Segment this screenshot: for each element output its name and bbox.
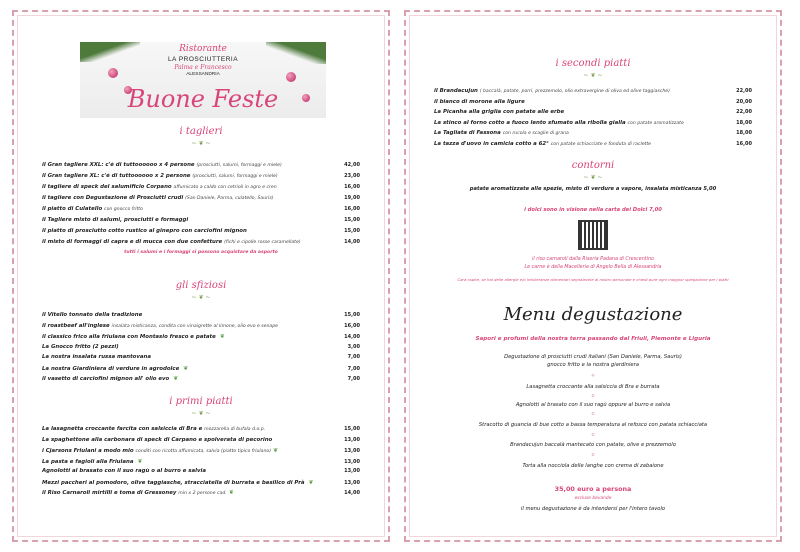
divider-ornament-icon: ~ ❦ ~ — [583, 72, 603, 79]
vegetarian-leaf-icon: ❦ — [308, 478, 314, 486]
course-1: Degustazione di prosciutti crudi italiani (San Daniele, Parma, Sauris) — [504, 354, 682, 360]
header-banner — [80, 42, 326, 118]
menu-item — [434, 109, 752, 116]
menu-item — [434, 120, 752, 127]
menu-item-name — [42, 195, 336, 202]
menu-item-name — [42, 354, 336, 361]
menu-item-name — [42, 375, 336, 383]
menu-item-name — [42, 426, 336, 433]
menu-item-name — [42, 365, 336, 373]
dish-name: Mezzi paccheri al pomodoro, olive taggiasche, stracciatella di burrata e basilico di Prà — [42, 479, 305, 486]
dish-name: La Picanha alla griglia con patate alle erbe — [434, 109, 565, 115]
page-title: Buone Feste — [127, 85, 279, 113]
dish-name: La pasta e fagioli alla Friulana — [42, 458, 134, 465]
dish-price: 22,00 — [736, 109, 752, 115]
dish-name: il classico frico alla friulana con Montasio fresco e patate — [42, 334, 216, 340]
course-separator-icon: ⟡ — [591, 373, 595, 379]
dish-name: i Cjarsons Friulani a modo mio — [42, 448, 134, 454]
dish-description: conditi con ricotta affumicata, salvia (piatto tipico friulano) — [135, 449, 272, 454]
menu-item — [42, 479, 360, 487]
menu-item — [42, 426, 360, 433]
menu-item — [42, 489, 360, 497]
section-title-taglieri: i taglieri — [179, 126, 223, 137]
vegetarian-leaf-icon: ❦ — [219, 333, 225, 340]
menu-item-name — [42, 437, 336, 444]
allergen-note: Cara ospite, se hai delle allergie e/o intolleranze alimentari segnalacele al nostro personale e chiedi pure ogni maggior spiegazione per i piatti — [457, 277, 729, 282]
dish-price: 7,00 — [347, 365, 360, 372]
course-3: Agnolotti al brasato con il suo ragù oppure al burro e salvia — [515, 402, 671, 408]
menu-item — [42, 333, 360, 341]
menu-item-name — [42, 458, 336, 466]
menu-item-name — [434, 141, 728, 148]
course-separator-icon: o — [591, 411, 595, 417]
dish-price: 13,00 — [344, 468, 360, 474]
dish-price: 16,00 — [344, 322, 360, 329]
menu-item-name — [42, 173, 336, 180]
dish-price: 13,00 — [344, 458, 360, 465]
dish-description: con patate aromatizzate — [627, 120, 684, 126]
dish-price: 15,00 — [344, 217, 360, 223]
restaurant-script-name: Ristorante — [179, 44, 227, 54]
menu-item — [434, 99, 752, 106]
dish-price: 22,00 — [736, 88, 752, 94]
dish-price: 15,00 — [344, 426, 360, 432]
dish-price: 13,00 — [344, 436, 360, 443]
menu-item-name — [434, 120, 728, 127]
menu-item — [42, 323, 360, 330]
dish-price: 16,00 — [736, 140, 752, 147]
menu-item-name — [42, 468, 336, 475]
menu-item — [42, 447, 360, 455]
menu-item — [42, 458, 360, 466]
dish-description: (prosciutti, salumi, formaggi e miele) — [196, 163, 282, 168]
dish-description: ( baccalà, patate, porri, prezzemolo, olio extravergine di oliva ed olive taggiasche) — [479, 89, 670, 94]
dish-name: il bianco di morone alla ligure — [434, 98, 525, 105]
menu-item — [434, 141, 752, 148]
dish-description: (prosciutti, salumi, formaggi e miele) — [192, 174, 278, 179]
menu-item — [42, 365, 360, 373]
restaurant-name: LA PROSCIUTTERIA — [167, 56, 239, 63]
menu-item-name — [42, 217, 336, 224]
course-separator-icon: o — [591, 432, 595, 438]
divider-ornament-icon: ~ ❦ ~ — [191, 140, 211, 147]
menu-item — [42, 468, 360, 475]
dish-description: con rucola e scaglie di grana — [502, 131, 569, 136]
dish-description: affumicato a caldo con cetrioli in agro e cren — [173, 185, 277, 190]
menu-item — [42, 206, 360, 213]
section-title-contorni: contorni — [571, 160, 615, 171]
supplier-carne: Le carne è della Macelleria di Angelo Bella di Alessandria — [524, 265, 662, 270]
dish-price: 18,00 — [736, 130, 752, 136]
dish-description: (fichi e cipolle rosse caramellate) — [224, 240, 301, 245]
menu-item — [434, 88, 752, 95]
dish-name: La Tagliata di Fassona — [434, 130, 501, 136]
dish-name: il misto di formaggi di capra e di mucca con due confetture — [42, 239, 223, 245]
menu-page-left — [12, 10, 390, 542]
menu-item-name — [42, 312, 336, 319]
dish-price: 14,00 — [344, 334, 360, 340]
dish-price: 19,00 — [344, 195, 360, 201]
menu-item-name — [434, 109, 728, 116]
vegetarian-leaf-icon: ❦ — [228, 489, 234, 496]
dish-name: il Vitello tonnato della tradizione — [42, 312, 143, 318]
divider-ornament-icon: ~ ❦ ~ — [583, 174, 603, 181]
dish-name: La stinco al forno cotto a fuoco lento sfumato alla ribolla gialla — [434, 119, 626, 126]
taglieri-note: tutti i salumi e i formaggi si possono acquistare da asporto — [124, 250, 278, 255]
menu-item-name — [434, 99, 728, 106]
menu-item — [42, 162, 360, 169]
dish-price: 3,00 — [347, 343, 360, 350]
dish-price: 15,00 — [344, 228, 360, 234]
dish-description: (San Daniele, Parma, culatello, Sauris) — [185, 196, 274, 201]
menu-item-name — [42, 489, 336, 497]
degustazione-subtitle: Sapori e profumi della nostra terra passando dal Friuli, Piemonte e Liguria — [475, 336, 711, 342]
menu-item — [42, 437, 360, 444]
vegetarian-leaf-icon: ❦ — [183, 364, 189, 372]
section-title-primi: i primi piatti — [169, 396, 233, 407]
menu-item-name — [434, 130, 728, 137]
dish-name: La spaghettone alla carbonara di speck di Carpano e spolverata di pecorino — [42, 436, 273, 443]
menu-item — [42, 312, 360, 319]
degustazione-footer: il menu degustazione è da intendersi per l'intero tavolo — [520, 506, 666, 512]
section-title-sfiziosi: gli sfiziosi — [175, 280, 227, 291]
menu-item-name — [42, 323, 336, 330]
supplier-riso: il riso carnaroli dalla Riseria Padana di Crescentino — [532, 257, 654, 262]
vegetarian-leaf-icon: ❦ — [173, 375, 179, 382]
dish-name: il tagliere di speck del salumificio Corpano — [42, 184, 172, 190]
dish-price: 15,00 — [344, 312, 360, 318]
dish-name: La tazza d'uovo in camicia cotto a 62° — [434, 140, 549, 147]
menu-item-name — [42, 447, 336, 455]
restaurant-city: ALESSANDRIA — [186, 72, 220, 77]
menu-item — [42, 228, 360, 235]
degustazione-title: Menu degustazione — [503, 304, 683, 325]
dish-price: 13,00 — [344, 448, 360, 454]
dish-description: min x 2 persone cad. — [178, 491, 227, 496]
menu-item-name — [42, 206, 336, 213]
dish-name: La Gnocco fritto (2 pezzi) — [42, 343, 119, 350]
restaurant-owners: Palma e Francesco — [174, 64, 232, 71]
dish-description: con gnocco fritto — [104, 207, 143, 212]
dish-name: il Tagliere misto di salumi, prosciutti e formaggi — [42, 217, 189, 223]
course-1b: gnocco fritto e la nostra giardiniera — [547, 362, 639, 368]
dish-price: 42,00 — [344, 162, 360, 168]
course-6: Torta alla nocciola delle langhe con crema di zabaione — [522, 463, 664, 469]
menu-item-name — [42, 344, 336, 351]
dish-price: 20,00 — [736, 98, 752, 105]
menu-item — [434, 130, 752, 137]
dish-name: il Gran tagliere XL: c'è di tuttoooooo x 2 persone — [42, 173, 191, 179]
dish-name: il piatto di prosciutto cotto rustico al ginepro con carciofini mignon — [42, 228, 247, 234]
degustazione-price: 35,00 euro a persona — [554, 485, 632, 493]
degustazione-price-note: escluse bevande — [574, 496, 612, 501]
dish-price: 16,00 — [344, 184, 360, 190]
dish-name: il piatto di Culatello — [42, 206, 103, 212]
menu-item — [42, 354, 360, 361]
menu-page-right — [404, 10, 782, 542]
dish-price: 14,00 — [344, 239, 360, 245]
vegetarian-leaf-icon: ❦ — [273, 447, 279, 454]
dish-name: il Gran tagliere XXL: c'è di tuttoooooo x 4 persone — [42, 162, 195, 168]
menu-item — [42, 173, 360, 180]
menu-item — [42, 195, 360, 202]
dish-price: 14,00 — [344, 490, 360, 496]
course-4: Stracotto di guancia di bue cotto a bassa temperatura al refosco con patata schiacciata — [478, 422, 708, 428]
dish-price: 23,00 — [344, 173, 360, 179]
menu-item — [42, 217, 360, 224]
dish-price: 18,00 — [736, 119, 752, 126]
course-5: Brandacujun baccalà mantecato con patate, olive e prezzemolo — [510, 442, 676, 448]
qr-code-icon — [578, 220, 608, 250]
dish-price: 16,00 — [344, 206, 360, 212]
dish-name: il tagliere con Degustazione di Prosciutti crudi — [42, 195, 184, 201]
section-title-secondi: i secondi piatti — [555, 58, 631, 69]
menu-item-name — [434, 88, 728, 95]
dish-name: il Riso Carnaroli mirtilli e toma di Gressoney — [42, 490, 177, 496]
dish-price: 7,00 — [347, 376, 360, 382]
dish-name: il vasetto di carciofini mignon all' olio evo — [42, 376, 170, 382]
divider-ornament-icon: ~ ❦ ~ — [191, 294, 211, 301]
dish-name: il Brandacujun — [434, 88, 478, 94]
course-separator-icon: o — [591, 452, 595, 458]
menu-item-name — [42, 228, 336, 235]
menu-item-name — [42, 162, 336, 169]
divider-ornament-icon: ~ ❦ ~ — [191, 410, 211, 417]
dish-description: insalata misticanza, condita con vinaigrette al limone, olio evo e senape — [111, 323, 278, 329]
dish-price: 13,00 — [344, 479, 360, 486]
menu-item — [42, 184, 360, 191]
menu-item — [42, 375, 360, 383]
dolci-line: i dolci sono in visione nella carta dei Dolci 7,00 — [524, 207, 662, 213]
course-2: Lasagnetta croccante alla salsiccia di Bra e burrata — [526, 384, 660, 390]
dish-name: Agnolotti al brasato con il suo ragù o al burro e salvia — [42, 468, 206, 474]
course-separator-icon: o — [591, 393, 595, 399]
contorni-line: patate aromatizzate alle spezie, misto di verdure a vapore, insalata misticanza 5,00 — [469, 186, 717, 192]
dish-name: La nostra Giardiniera di verdure in agrodolce — [42, 365, 180, 372]
dish-name: La lasagnetta croccante farcita con salsiccia di Bra e — [42, 426, 203, 432]
dish-name: il roastbeef all'inglese — [42, 322, 110, 329]
dish-description: mozzarella di bufala d.o.p. — [204, 427, 266, 432]
menu-item — [42, 344, 360, 351]
menu-item-name — [42, 333, 336, 341]
menu-item — [42, 239, 360, 246]
menu-item-name — [42, 239, 336, 246]
menu-item-name — [42, 184, 336, 191]
dish-price: 7,00 — [347, 354, 360, 360]
dish-description: con patate schiacciate e fonduta di raclette — [550, 141, 651, 147]
vegetarian-leaf-icon: ❦ — [137, 457, 143, 465]
menu-item-name — [42, 479, 336, 487]
dish-name: La nostra insalata russa mantovana — [42, 354, 151, 360]
